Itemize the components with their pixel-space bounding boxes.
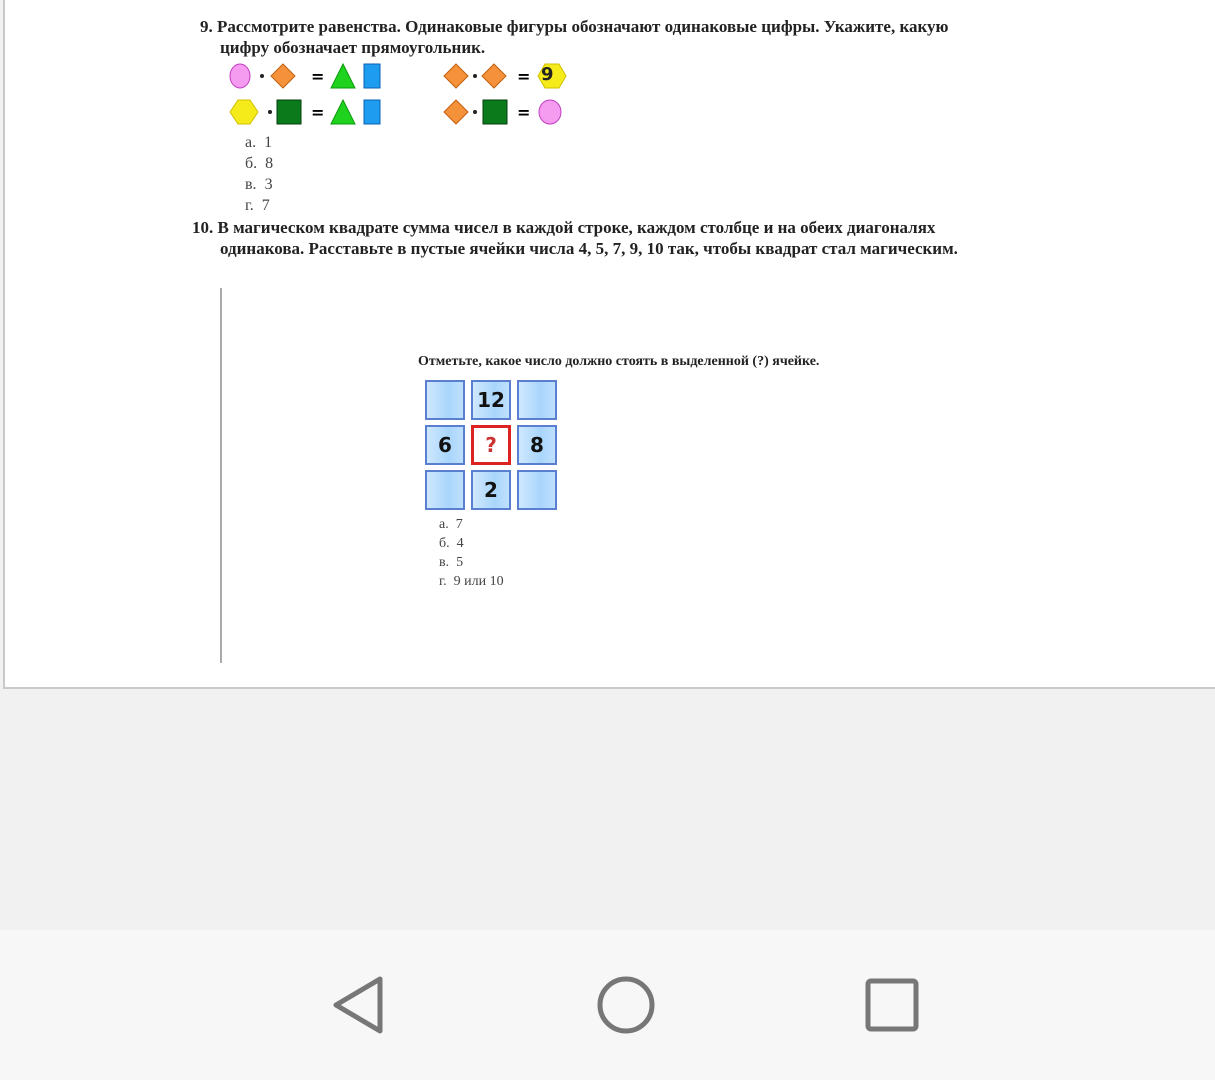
svg-text:=: = (311, 103, 325, 122)
shape-equations (223, 58, 583, 133)
triangle-icon (331, 64, 355, 88)
question-text: В магическом квадрате сумма чисел в каждой строке, каждом столбце и на обеих диагоналях (217, 218, 936, 237)
question-9 (200, 16, 949, 58)
option-g[interactable]: г. 9 или 10 (439, 574, 504, 589)
highlighted-cell: ? (471, 425, 511, 465)
question-number: 10. (192, 218, 214, 237)
android-navigation-bar (0, 930, 1215, 1080)
square-icon (277, 100, 301, 124)
circle-icon (539, 100, 561, 124)
hexagon-digit: 9 (541, 64, 554, 85)
diamond-icon (482, 64, 506, 88)
diamond-icon (444, 100, 468, 124)
diamond-icon (444, 64, 468, 88)
home-circle-icon (594, 973, 658, 1037)
option-v[interactable]: в. 3 (245, 176, 273, 193)
recents-button[interactable] (852, 970, 932, 1040)
rectangle-icon (364, 100, 380, 124)
svg-text:=: = (517, 103, 531, 122)
magic-square (425, 380, 565, 515)
option-a[interactable]: а. 1 (245, 134, 273, 151)
grid-cell (517, 380, 557, 420)
grid-cell: 2 (471, 470, 511, 510)
divider (220, 288, 222, 663)
grid-cell (425, 470, 465, 510)
grid-cell (425, 380, 465, 420)
option-b[interactable]: б. 8 (245, 155, 274, 172)
option-v[interactable]: в. 5 (439, 555, 464, 570)
option-b[interactable]: б. 4 (439, 536, 464, 551)
option-g[interactable]: г. 7 (245, 197, 270, 214)
grid-cell: 8 (517, 425, 557, 465)
recents-square-icon (862, 975, 922, 1035)
grid-cell (517, 470, 557, 510)
question-10 (192, 217, 958, 259)
back-button[interactable] (318, 970, 398, 1040)
diamond-icon (271, 64, 295, 88)
question-number: 9. (200, 17, 213, 36)
grid-prompt: Отметьте, какое число должно стоять в выделенной (?) ячейке. (418, 354, 820, 369)
svg-text:=: = (517, 67, 531, 86)
home-button[interactable] (586, 970, 666, 1040)
question-text: Рассмотрите равенства. Одинаковые фигуры обозначают одинаковые цифры. Укажите, какую (217, 17, 949, 36)
circle-icon (230, 64, 250, 88)
document-page (3, 0, 1215, 689)
question-text: цифру обозначает прямоугольник. (220, 38, 486, 57)
q10-options (439, 515, 504, 591)
square-icon (483, 100, 507, 124)
option-a[interactable]: а. 7 (439, 517, 463, 532)
grid-cell: 12 (471, 380, 511, 420)
hexagon-icon (230, 100, 258, 124)
q9-options (245, 132, 273, 216)
rectangle-icon (364, 64, 380, 88)
svg-text:=: = (311, 67, 325, 86)
triangle-icon (331, 100, 355, 124)
grid-cell: 6 (425, 425, 465, 465)
question-text: одинакова. Расставьте в пустые ячейки числа 4, 5, 7, 9, 10 так, чтобы квадрат стал магическим. (220, 239, 958, 258)
back-triangle-icon (328, 973, 388, 1037)
